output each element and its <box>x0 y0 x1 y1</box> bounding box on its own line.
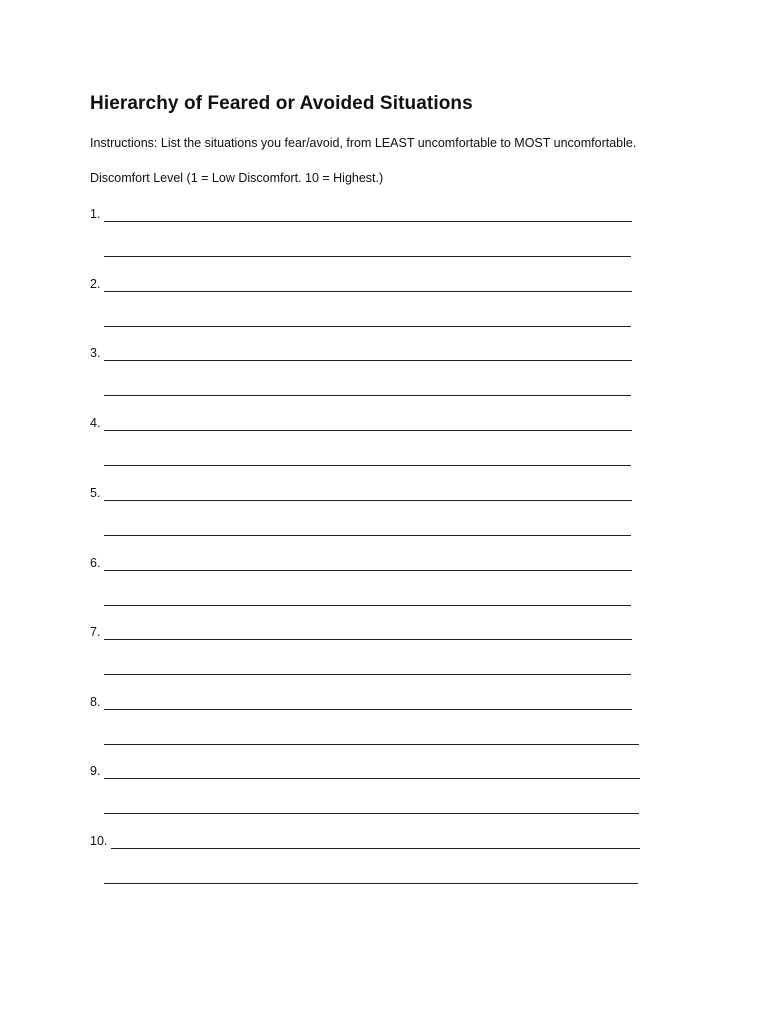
discomfort-scale-text: Discomfort Level (1 = Low Discomfort. 10 = Highest.) <box>90 171 384 185</box>
entry-line[interactable] <box>111 848 640 849</box>
entry-line[interactable] <box>104 709 632 710</box>
item-number: 3. <box>90 346 101 360</box>
entry-line[interactable] <box>104 674 631 675</box>
page-title: Hierarchy of Feared or Avoided Situations <box>90 93 473 114</box>
entry-line[interactable] <box>104 326 631 327</box>
entry-line[interactable] <box>104 360 632 361</box>
item-number: 5. <box>90 486 101 500</box>
list-item <box>90 834 650 894</box>
entry-line[interactable] <box>104 744 639 745</box>
entry-line[interactable] <box>104 430 632 431</box>
list-item <box>90 625 650 685</box>
list-item <box>90 695 650 755</box>
entry-line[interactable] <box>104 395 631 396</box>
entry-line[interactable] <box>104 256 631 257</box>
entry-line[interactable] <box>104 291 632 292</box>
entry-line[interactable] <box>104 605 631 606</box>
entry-line[interactable] <box>104 778 640 779</box>
list-item <box>90 764 650 824</box>
item-number: 4. <box>90 416 101 430</box>
item-number: 9. <box>90 764 101 778</box>
item-number: 7. <box>90 625 101 639</box>
entry-line[interactable] <box>104 639 632 640</box>
list-item <box>90 556 650 616</box>
entry-line[interactable] <box>104 813 639 814</box>
list-item <box>90 277 650 337</box>
entry-line[interactable] <box>104 570 632 571</box>
entry-line[interactable] <box>104 221 632 222</box>
list-item <box>90 416 650 476</box>
entry-line[interactable] <box>104 883 638 884</box>
entry-line[interactable] <box>104 465 631 466</box>
instructions-text: Instructions: List the situations you fear/avoid, from LEAST uncomfortable to MOST uncomfortable. <box>90 136 637 150</box>
item-number: 8. <box>90 695 101 709</box>
item-number: 2. <box>90 277 101 291</box>
entry-line[interactable] <box>104 535 631 536</box>
list-item <box>90 346 650 406</box>
item-number: 10. <box>90 834 108 848</box>
item-number: 1. <box>90 207 101 221</box>
list-item <box>90 486 650 546</box>
list-item <box>90 207 650 267</box>
entry-line[interactable] <box>104 500 632 501</box>
item-number: 6. <box>90 556 101 570</box>
